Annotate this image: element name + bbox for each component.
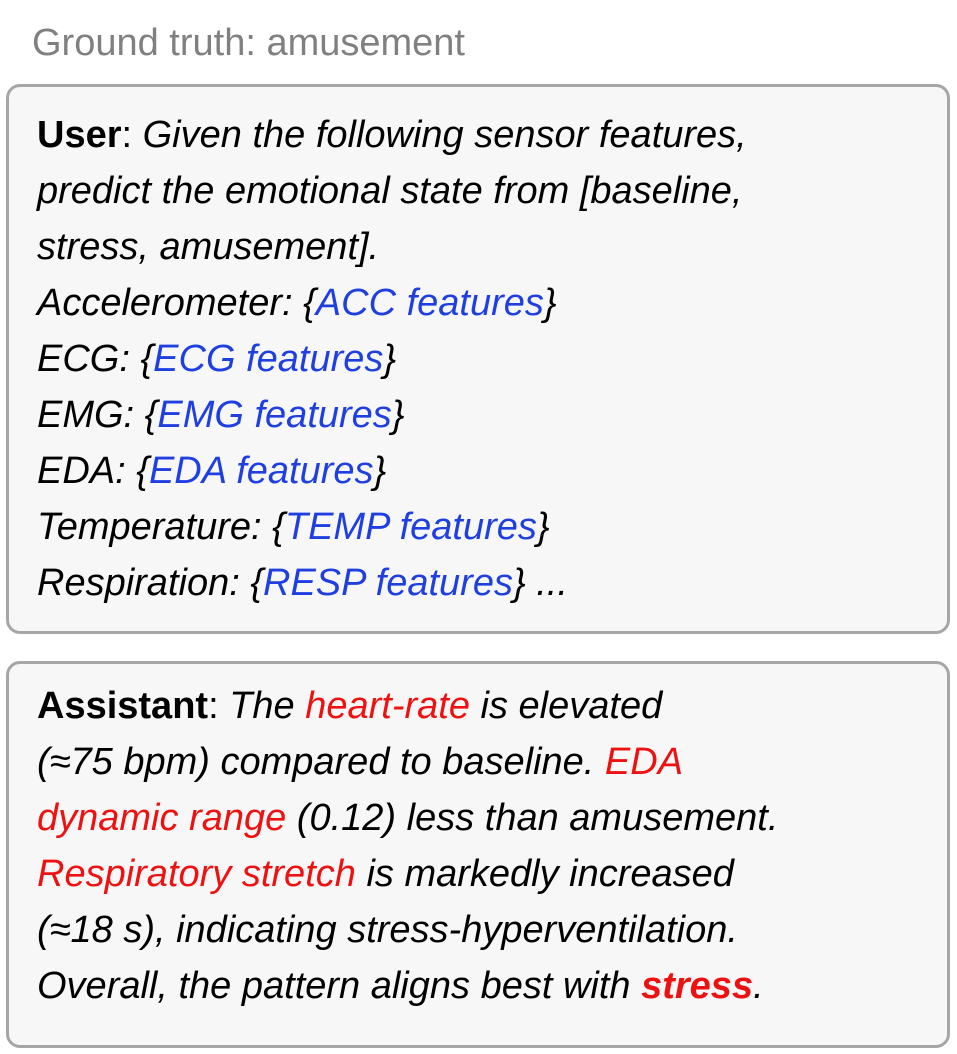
user-prompt-line-1 [37,107,947,163]
feature-suffix: } [383,338,397,380]
assistant-text: The [229,685,306,727]
predicted-label-stress: stress [641,965,754,1007]
feature-suffix: } [373,450,387,492]
assistant-text: (0.12) less than amusement. [286,797,779,839]
feature-suffix: } [543,282,557,324]
user-role-colon: : [121,114,133,156]
feature-placeholder: EDA features [148,450,374,492]
feature-placeholder: ACC features [315,282,544,324]
highlight-eda: EDA [604,741,684,783]
feature-label: EDA: { [37,450,149,492]
feature-placeholder: RESP features [263,562,513,604]
highlight-heart-rate: heart-rate [305,685,470,727]
assistant-line-1 [37,678,947,734]
feature-line-accelerometer [37,275,947,331]
feature-line-respiration [37,555,947,611]
assistant-message-box [6,661,950,1048]
assistant-text: Overall, the pattern aligns best with [37,965,642,1007]
feature-placeholder: ECG features [153,338,384,380]
feature-label: Respiration: { [37,562,264,604]
user-prompt-text-1: Given the following sensor features, [142,114,747,156]
feature-label: Temperature: { [37,506,285,548]
assistant-line-5: (≈18 s), indicating stress-hyperventilation. [37,909,738,951]
feature-line-eda [37,443,947,499]
feature-suffix: } ... [512,562,568,604]
feature-placeholder: EMG features [157,394,392,436]
feature-label: ECG: { [37,338,154,380]
feature-label: Accelerometer: { [37,282,316,324]
assistant-text: is elevated [469,685,663,727]
highlight-dynamic-range: dynamic range [37,797,287,839]
assistant-text: is markedly increased [355,853,734,895]
user-prompt-line-3: stress, amusement]. [37,226,380,268]
highlight-respiratory-stretch: Respiratory stretch [37,853,356,895]
user-role-label: User [37,114,122,156]
assistant-role-label: Assistant [37,685,209,727]
user-message-box [6,84,950,634]
assistant-line-4 [37,846,947,902]
feature-line-ecg [37,331,947,387]
assistant-line-6 [37,958,947,1014]
feature-label: EMG: { [37,394,158,436]
feature-line-temperature [37,499,947,555]
assistant-text: (≈75 bpm) compared to baseline. [37,741,605,783]
assistant-line-3 [37,790,947,846]
assistant-line-2 [37,734,947,790]
feature-placeholder: TEMP features [284,506,537,548]
user-prompt-line-2: predict the emotional state from [baseline, [37,170,743,212]
feature-suffix: } [536,506,550,548]
ground-truth-label: Ground truth: amusement [32,22,465,64]
assistant-role-colon: : [208,685,219,727]
feature-suffix: } [391,394,405,436]
feature-line-emg [37,387,947,443]
assistant-text: . [753,965,764,1007]
